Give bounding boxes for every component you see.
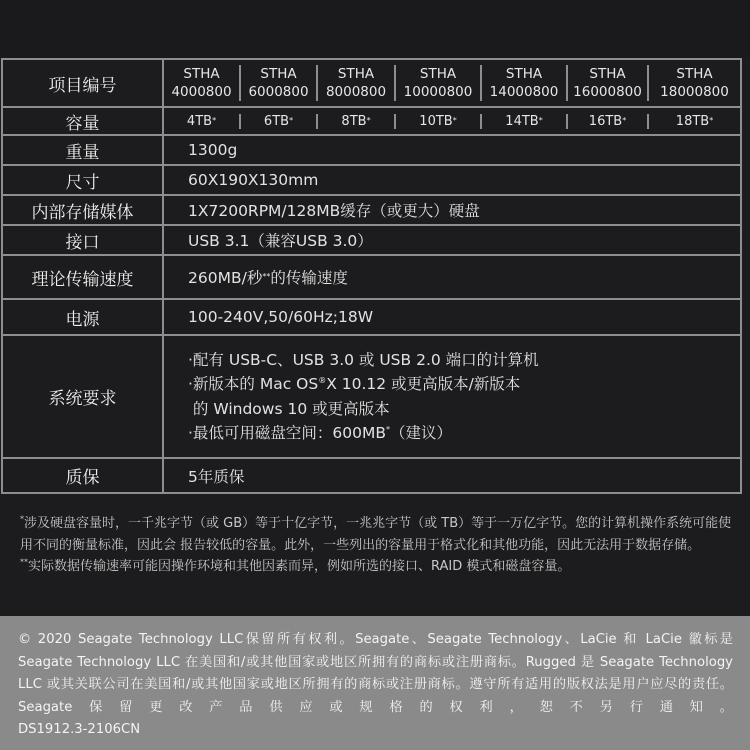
- model-prefix: STHA: [676, 66, 713, 82]
- requirement-text: X 10.12 或更高版本/新版本: [326, 375, 521, 393]
- system-requirements-label: 系统要求: [3, 336, 164, 459]
- footnote-speed: [20, 556, 735, 578]
- footnote-mark: **: [20, 557, 28, 567]
- copyright-text: © 2020 Seagate Technology LLC保留所有权利。Seagate、Seagate Technology、LaCie 和 LaCie 徽标是 Seagate Technology LLC 在美国和/或其他国家或地区所拥有的商标或注册商标。Rugged 是 Seagate Technology LLC 或其关联公司在美国和/或其他国家或地区所拥有的商标或注册商标。遵守所有适用的版权法是用户应尽的责任。Seagate保留更改产品供应或规格的权利，恕不另行通知。: [18, 632, 733, 715]
- weight-value: 1300g: [164, 136, 740, 166]
- storage-media-label: 内部存储媒体: [3, 196, 164, 226]
- capacity-value: 10TB: [419, 113, 453, 129]
- footnote-mark: *: [386, 424, 391, 434]
- model-cell: [568, 65, 649, 101]
- storage-media-value: 1X7200RPM/128MB缓存（或更大）硬盘: [164, 196, 740, 226]
- interface-label: 接口: [3, 226, 164, 256]
- transfer-speed-value: 260MB/秒 ** 的传输速度: [164, 256, 740, 300]
- capacity-cell: 18TB *: [675, 113, 714, 129]
- spec-table: [1, 58, 742, 494]
- model-prefix: STHA: [337, 66, 375, 82]
- capacity-value: 14TB: [505, 113, 539, 129]
- requirement-text: ·新版本的 Mac OS: [188, 375, 319, 393]
- system-requirements-value: [164, 336, 740, 459]
- capacity-cell: 4TB *: [164, 114, 241, 129]
- model-code: 14000800: [489, 84, 559, 100]
- model-cell: [318, 65, 396, 101]
- model-cell: [164, 65, 241, 101]
- requirement-line: ·配有 USB-C、USB 3.0 或 USB 2.0 端口的计算机: [188, 350, 539, 369]
- model-cell: [241, 65, 318, 101]
- footnote-text: 实际数据传输速率可能因操作环境和其他因素而异，例如所选的接口、RAID 模式和磁盘容量。: [28, 559, 571, 574]
- footnote-text: 涉及硬盘容量时，一千兆字节（或 GB）等于十亿字节，一兆兆字节（或 TB）等于一万亿字节。您的计算机操作系统可能使用不同的衡量标准，因此会 报告较低的容量。此外，一些列出的容量用于格式化和其他功能，因此无法用于数据存储。: [20, 516, 732, 553]
- model-cell: [482, 65, 568, 101]
- requirement-line: 的 Windows 10 或更高版本: [188, 399, 390, 418]
- speed-text: 260MB/秒: [188, 269, 263, 287]
- requirement-line: [188, 372, 520, 397]
- model-prefix: STHA: [505, 66, 543, 82]
- transfer-speed-label: 理论传输速度: [3, 256, 164, 300]
- footnote-mark: *: [20, 514, 24, 524]
- capacity-cell: 16TB *: [568, 114, 649, 129]
- interface-value: USB 3.1（兼容USB 3.0）: [164, 226, 740, 256]
- requirement-text: ·最低可用磁盘空间：600MB: [188, 424, 387, 442]
- model-code: 8000800: [325, 84, 387, 100]
- speed-text-suffix: 的传输速度: [270, 269, 348, 287]
- power-value: 100-240V,50/60Hz;18W: [164, 300, 740, 336]
- model-code: 10000800: [403, 84, 473, 100]
- model-code: 4000800: [171, 84, 232, 100]
- requirement-line: [188, 421, 452, 446]
- model-cell: [649, 65, 740, 101]
- weight-label: 重量: [3, 136, 164, 166]
- model-code: 18000800: [660, 84, 729, 100]
- model-prefix: STHA: [589, 66, 626, 82]
- model-prefix: STHA: [419, 66, 457, 82]
- dimensions-label: 尺寸: [3, 166, 164, 196]
- capacity-value: 18TB: [675, 113, 710, 129]
- document-id: DS1912.3-2106CN: [18, 722, 141, 737]
- registered-mark: ®: [318, 375, 327, 385]
- power-label: 电源: [3, 300, 164, 336]
- model-number-label: 项目编号: [3, 60, 164, 108]
- capacity-cell: 10TB *: [396, 114, 482, 129]
- warranty-value: 5年质保: [188, 467, 245, 486]
- footnote-capacity: [20, 513, 735, 556]
- capacity-cell: 6TB *: [241, 114, 318, 129]
- capacity-cell: 14TB *: [482, 114, 568, 129]
- footnotes: [20, 513, 735, 578]
- capacity-value: 6TB: [263, 113, 290, 129]
- model-code: 6000800: [248, 84, 309, 100]
- model-cell: [396, 65, 482, 101]
- capacity-label: 容量: [3, 108, 164, 136]
- capacity-value: 8TB: [341, 113, 367, 129]
- capacity-value: 16TB: [588, 113, 623, 129]
- model-number-row: [164, 60, 740, 108]
- capacity-row: [164, 108, 740, 136]
- capacity-value: 4TB: [186, 113, 213, 129]
- model-code: 16000800: [573, 84, 642, 100]
- legal-text-block: [18, 629, 733, 742]
- capacity-cell: 8TB *: [318, 114, 396, 129]
- model-prefix: STHA: [260, 66, 297, 82]
- model-prefix: STHA: [183, 66, 220, 82]
- warranty-label: 质保: [3, 459, 164, 492]
- dimensions-value: 60X190X130mm: [164, 166, 740, 196]
- requirement-text: （建议）: [390, 424, 453, 442]
- legal-footer: [0, 616, 750, 750]
- top-band: [0, 0, 750, 58]
